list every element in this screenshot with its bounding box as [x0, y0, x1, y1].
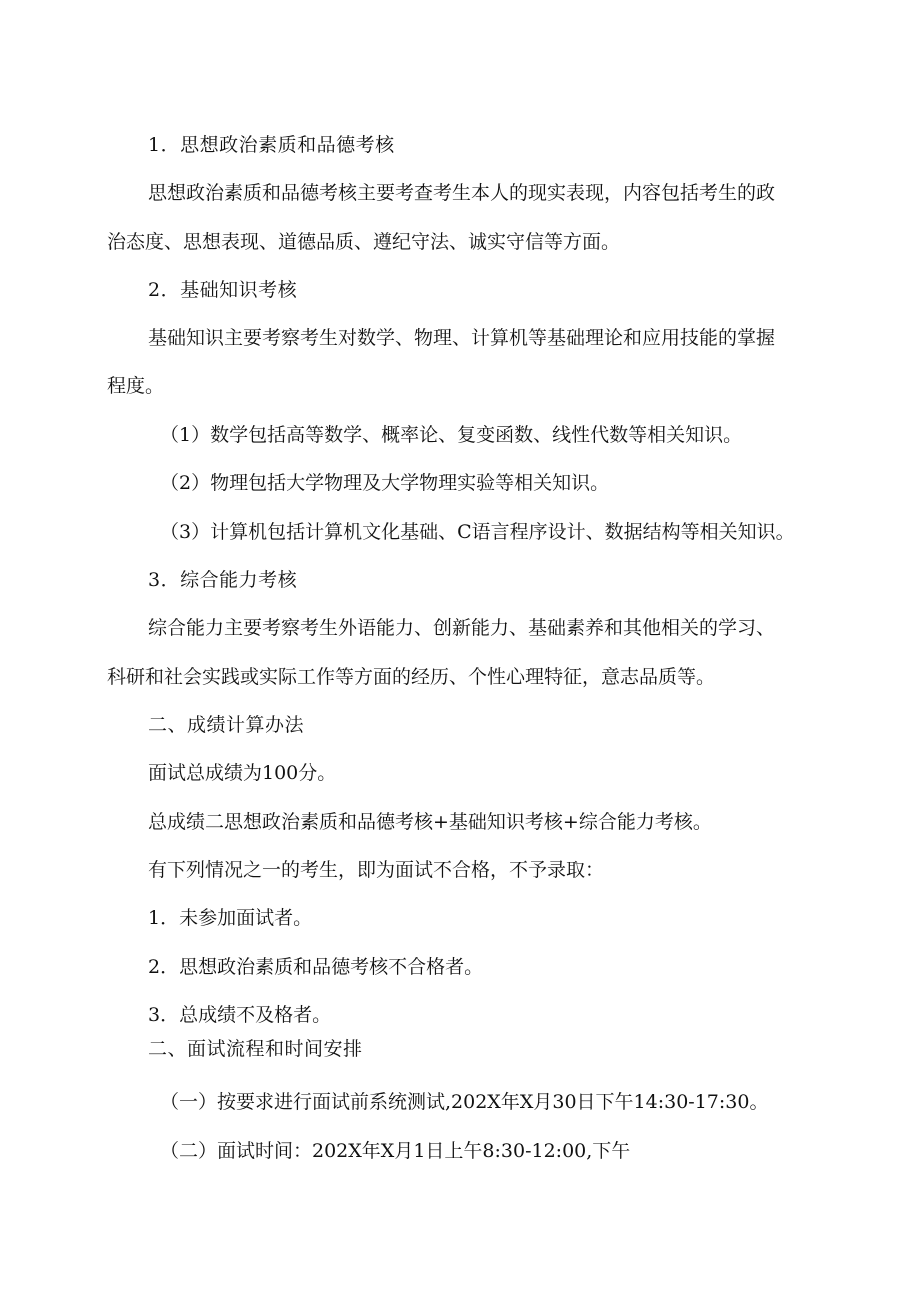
paragraph-line: 综合能力主要考察考生外语能力、创新能力、基础素养和其他相关的学习、 — [148, 617, 776, 639]
paragraph-line: 基础知识主要考察考生对数学、物理、计算机等基础理论和应用技能的掌握 — [148, 327, 776, 349]
list-item: （二）面试时间：202X年X月1日上午8:30-12:00,下午 — [160, 1140, 631, 1162]
list-item: （一）按要求进行面试前系统测试,202X年X月30日下午14:30-17:30。 — [160, 1091, 769, 1113]
list-item: （1）数学包括高等数学、概率论、复变函数、线性代数等相关知识。 — [160, 424, 743, 446]
list-item: （3）计算机包括计算机文化基础、C语言程序设计、数据结构等相关知识。 — [160, 521, 795, 543]
paragraph-line: 治态度、思想表现、道德品质、遵纪守法、诚实守信等方面。 — [107, 231, 621, 253]
chapter-heading: 二、成绩计算办法 — [148, 714, 305, 736]
section-heading-2: 2．基础知识考核 — [148, 279, 298, 301]
chapter-heading: 二、面试流程和时间安排 — [148, 1038, 363, 1060]
list-item: （2）物理包括大学物理及大学物理实验等相关知识。 — [160, 472, 610, 494]
paragraph-line: 面试总成绩为100分。 — [148, 762, 337, 784]
paragraph-line: 有下列情况之一的考生，即为面试不合格，不予录取： — [148, 859, 605, 881]
list-item: 1．未参加面试者。 — [148, 907, 313, 929]
section-heading-3: 3．综合能力考核 — [148, 569, 298, 591]
section-heading-1: 1．思想政治素质和品德考核 — [148, 134, 395, 156]
paragraph-line: 程度。 — [107, 375, 165, 397]
list-item: 3．总成绩不及格者。 — [148, 1004, 332, 1026]
list-item: 2．思想政治素质和品德考核不合格者。 — [148, 956, 484, 978]
paragraph-line: 科研和社会实践或实际工作等方面的经历、个性心理特征，意志品质等。 — [107, 666, 716, 688]
paragraph-line: 总成绩二思想政治素质和品德考核+基础知识考核+综合能力考核。 — [148, 811, 712, 833]
paragraph-line: 思想政治素质和品德考核主要考查考生本人的现实表现，内容包括考生的政 — [148, 182, 776, 204]
